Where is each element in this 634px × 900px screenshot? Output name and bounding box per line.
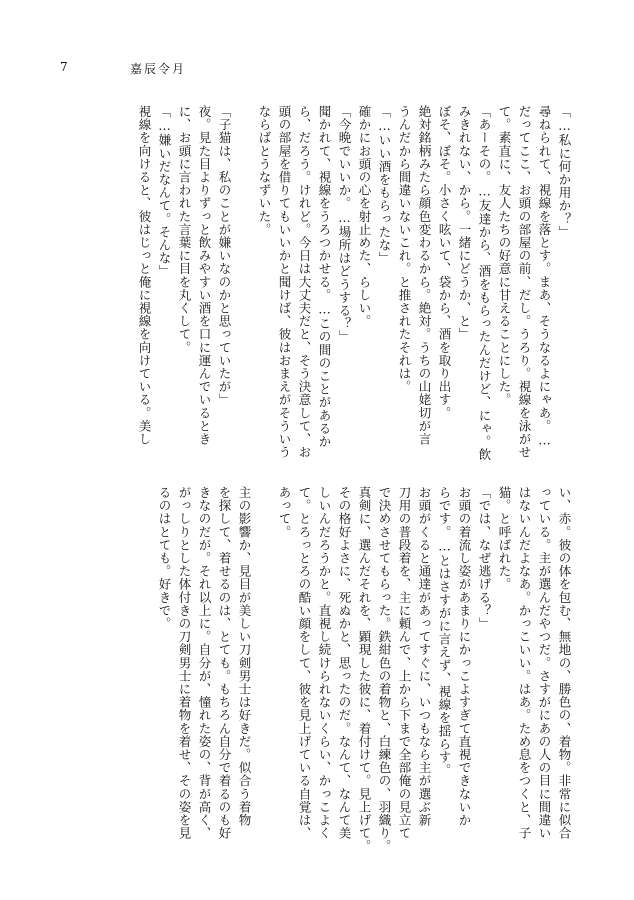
text-line: 確かにお頭の心を射止めた、らしい。 bbox=[357, 105, 372, 328]
text-line: ら、だろう。けれど。今日は大丈夫だと、そう決意して、お bbox=[297, 105, 312, 459]
text-line: 猫。と呼ばれた。 bbox=[497, 486, 512, 591]
text-line: 「…私に何か用か？」 bbox=[557, 105, 572, 239]
text-block-top bbox=[60, 105, 574, 462]
text-line: い、赤。彼の体を包む、無地の、勝色の、着物。非常に似合 bbox=[557, 486, 572, 840]
text-line: きなのだが。それ以上に。自分が、憧れた姿の、背が高く、 bbox=[197, 486, 212, 840]
text-line: お頭の着流し姿があまりにかっこよすぎて直視できないか bbox=[457, 486, 472, 827]
text-line: 「…いい酒をもらったな」 bbox=[377, 105, 392, 265]
text-line: 頭の部屋を借りてもいいかと聞けば、彼はおまえがそういう bbox=[277, 105, 292, 459]
text-line: 絶対銘柄みたら顔色変わるから。絶対。うちの山姥切が言 bbox=[417, 105, 432, 446]
text-line: しいんだろうかと。直視し続けられないくらい、かっこよく bbox=[317, 486, 332, 840]
text-line: 尋ねられて、視線を落とす。まあ、そうなるよにゃあ。… bbox=[537, 105, 552, 449]
text-line bbox=[254, 486, 274, 831]
text-line: あって。 bbox=[277, 486, 292, 539]
text-line: はないんだよなあ。かっこいい。はあ。ため息をつくと、子 bbox=[517, 486, 532, 840]
text-line bbox=[234, 105, 254, 450]
text-line: て。とろっとろの酷い顔をして、彼を見上げている自覚は、 bbox=[297, 486, 312, 840]
running-title: 嘉辰令月 bbox=[130, 62, 187, 76]
text-line: 「…嫌いだなんて。そんな」 bbox=[157, 105, 172, 278]
text-line: を探して、着せるのは、とても。もちろん自分で着るのも好 bbox=[217, 486, 232, 840]
text-line: 視線を向けると、彼はじっと俺に視線を向けている。美し bbox=[137, 105, 152, 446]
text-line: みきれない、から。一緒にどうか、と」 bbox=[457, 105, 472, 341]
text-line: うんだから間違いないこれ。と推されたそれは。 bbox=[397, 105, 412, 394]
text-line: がっしりとした体付きの刀剣男士に着物を着せ、その姿を見 bbox=[177, 486, 192, 840]
text-line: るのはとても。好きで。 bbox=[157, 486, 172, 631]
text-line: その格好よさに、死ぬかと、思ったのだ。なんて、なんて美 bbox=[337, 486, 352, 840]
text-line: らです。…とはさすがに言えず、視線を揺らす。 bbox=[437, 486, 452, 777]
text-line: 夜。見た目よりずっと飲みやすい酒を口に運んでいるとき bbox=[197, 105, 212, 446]
text-line: て。素直に、友人たちの好意に甘えることにした。 bbox=[497, 105, 512, 407]
text-line: 主の影響か、見目が美しい刀剣男士は好きだ。似合う着物 bbox=[237, 486, 252, 827]
text-block-bottom bbox=[60, 486, 574, 853]
text-line: 「あーその。…友達から、酒をもらったんだけど、にゃ。飲 bbox=[477, 105, 492, 462]
text-line: 「子猫は、私のことが嫌いなのかと思っていたが」 bbox=[217, 105, 232, 407]
text-line: 「では、なぜ逃げる？」 bbox=[477, 486, 492, 631]
text-line: 聞かれて、視線をうろつかせる。…この間のことがあるか bbox=[317, 105, 332, 449]
text-line: ぼそ、ぼそ。小さく呟いて、袋から、酒を取り出す。 bbox=[437, 105, 452, 420]
text-line: 「今晩でいいか。…場所はどうする？」 bbox=[337, 105, 352, 344]
page-number: 7 bbox=[60, 60, 68, 74]
text-line: 刀用の普段着を、主に頼んで、上から下まで全部俺の見立て bbox=[397, 486, 412, 840]
text-line: お頭がくると通達があってすぐに、いつもなら主が選ぶ新 bbox=[417, 486, 432, 827]
text-line: で決めさせてもらった。鉄紺色の着物と、白練色の、羽織り。 bbox=[377, 486, 392, 853]
text-line: だってここ、お頭の部屋の前、だし。うろり。視線を泳がせ bbox=[517, 105, 532, 459]
text-line: 真剣に、選んだそれを、顕現した彼に、着付けて。見上げて。 bbox=[357, 486, 372, 853]
text-line: ならばとうなずいた。 bbox=[257, 105, 272, 236]
text-line: っている。主が選んだやつだ。さすがにあの人の目に間違い bbox=[537, 486, 552, 840]
text-line: に、お頭に言われた言葉に目を丸くして。 bbox=[177, 105, 192, 354]
